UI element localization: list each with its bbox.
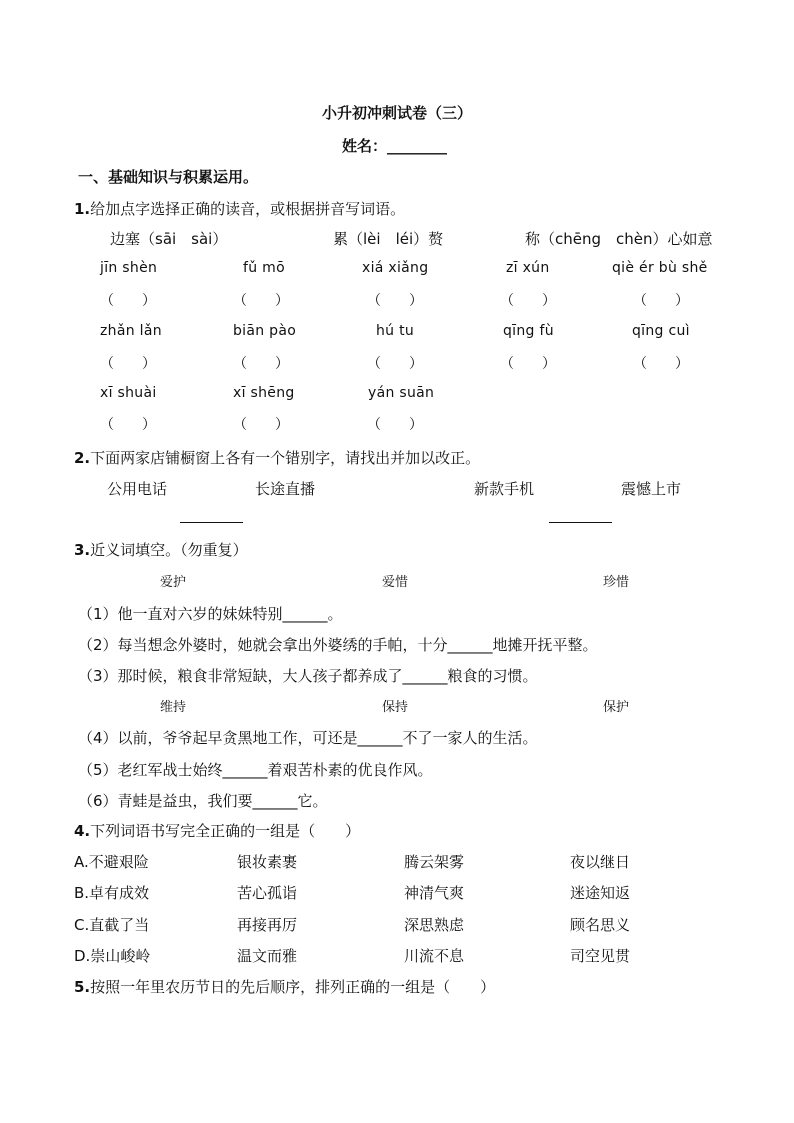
answer-paren: （ ）	[367, 356, 423, 372]
pinyin-item: biān pào	[233, 323, 297, 339]
question-number: 5.	[74, 978, 91, 996]
question-number: 2.	[74, 449, 91, 467]
option-cell: 川流不息	[404, 947, 465, 965]
question-text: 给加点字选择正确的读音，或根据拼音写词语。	[90, 200, 406, 218]
answer-paren: （ ）	[633, 356, 689, 372]
question-number: 1.	[74, 200, 91, 218]
question-2	[74, 447, 480, 468]
answer-paren: （ ）	[233, 417, 289, 433]
answer-paren: （ ）	[633, 293, 689, 309]
word-option: 珍惜	[603, 575, 630, 590]
sentence: （2）每当想念外婆时，她就会拿出外婆绣的手帕，十分______地摊开抚平整。	[78, 636, 598, 654]
pinyin-item: hú tu	[376, 323, 415, 339]
choice-item: 称（chēng chèn）心如意	[525, 230, 713, 248]
question-text: 下面两家店铺橱窗上各有一个错别字，请找出并加以改正。	[90, 449, 481, 467]
option-cell: A.不避艰险	[74, 853, 149, 871]
option-cell: C.直截了当	[74, 916, 150, 934]
option-cell: D.崇山峻岭	[74, 947, 151, 965]
question-number: 4.	[74, 822, 91, 840]
word-option: 维持	[160, 700, 187, 715]
option-cell: 神清气爽	[404, 884, 465, 902]
pinyin-item: qīng cuì	[632, 323, 690, 339]
answer-paren: （ ）	[500, 356, 556, 372]
answer-paren: （ ）	[100, 293, 156, 309]
answer-line	[180, 521, 243, 523]
option-cell: 苦心孤诣	[237, 884, 298, 902]
question-1	[74, 198, 405, 219]
question-number: 3.	[74, 541, 91, 559]
pinyin-item: xiá xiǎng	[362, 260, 429, 276]
answer-paren: （ ）	[500, 293, 556, 309]
shop-word: 公用电话	[107, 480, 168, 498]
question-3	[74, 539, 248, 560]
section-heading: 一、基础知识与积累运用。	[78, 168, 259, 186]
pinyin-item: xī shuài	[100, 385, 157, 401]
shop-word: 新款手机	[474, 480, 535, 498]
pinyin-item: qiè ér bù shě	[612, 260, 708, 276]
shop-word: 长途直播	[255, 480, 316, 498]
option-cell: 顾名思义	[570, 916, 631, 934]
option-cell: 温文而雅	[237, 947, 298, 965]
word-option: 爱惜	[382, 575, 409, 590]
question-text: 近义词填空。（勿重复）	[90, 541, 248, 559]
word-option: 保护	[603, 700, 630, 715]
pinyin-item: zhǎn lǎn	[100, 323, 162, 339]
option-cell: 腾云架雾	[404, 853, 465, 871]
answer-paren: （ ）	[367, 293, 423, 309]
option-cell: 银妆素裹	[237, 853, 298, 871]
question-text: 下列词语书写完全正确的一组是（ ）	[90, 822, 361, 840]
choice-item: 边塞（sāi sài）	[110, 230, 228, 248]
sentence: （4）以前，爷爷起早贪黑地工作，可还是______不了一家人的生活。	[78, 729, 538, 747]
question-text: 按照一年里农历节日的先后顺序，排列正确的一组是（ ）	[90, 978, 496, 996]
answer-line	[549, 521, 612, 523]
pinyin-item: zī xún	[506, 260, 550, 276]
name-blank: ________	[387, 137, 448, 155]
answer-paren: （ ）	[100, 417, 156, 433]
option-cell: 司空见贯	[570, 947, 631, 965]
answer-paren: （ ）	[233, 356, 289, 372]
sentence: （1）他一直对六岁的妹妹特别______。	[78, 605, 343, 623]
option-cell: 夜以继日	[570, 853, 631, 871]
option-cell: 再接再厉	[237, 916, 298, 934]
option-cell: 深思熟虑	[404, 916, 465, 934]
word-option: 保持	[382, 700, 409, 715]
sentence: （5）老红军战士始终______着艰苦朴素的优良作风。	[78, 761, 433, 779]
sentence: （6）青蛙是益虫，我们要______它。	[78, 792, 328, 810]
answer-paren: （ ）	[100, 356, 156, 372]
sentence: （3）那时候，粮食非常短缺，大人孩子都养成了______粮食的习惯。	[78, 667, 538, 685]
question-4	[74, 820, 360, 841]
question-5	[74, 976, 495, 997]
answer-paren: （ ）	[233, 293, 289, 309]
pinyin-item: fǔ mō	[243, 260, 285, 276]
page-title: 小升初冲刺试卷（三）	[321, 104, 472, 122]
pinyin-item: xī shēng	[233, 385, 295, 401]
word-option: 爱护	[160, 575, 187, 590]
choice-item: 累（lèi léi）赘	[333, 230, 444, 248]
pinyin-item: yán suān	[368, 385, 435, 401]
name-label: 姓名：	[342, 137, 388, 155]
answer-paren: （ ）	[367, 417, 423, 433]
pinyin-item: qīng fù	[503, 323, 554, 339]
option-cell: B.卓有成效	[74, 884, 150, 902]
shop-word: 震憾上市	[621, 480, 682, 498]
name-line	[342, 135, 447, 156]
pinyin-item: jīn shèn	[100, 260, 158, 276]
option-cell: 迷途知返	[570, 884, 631, 902]
